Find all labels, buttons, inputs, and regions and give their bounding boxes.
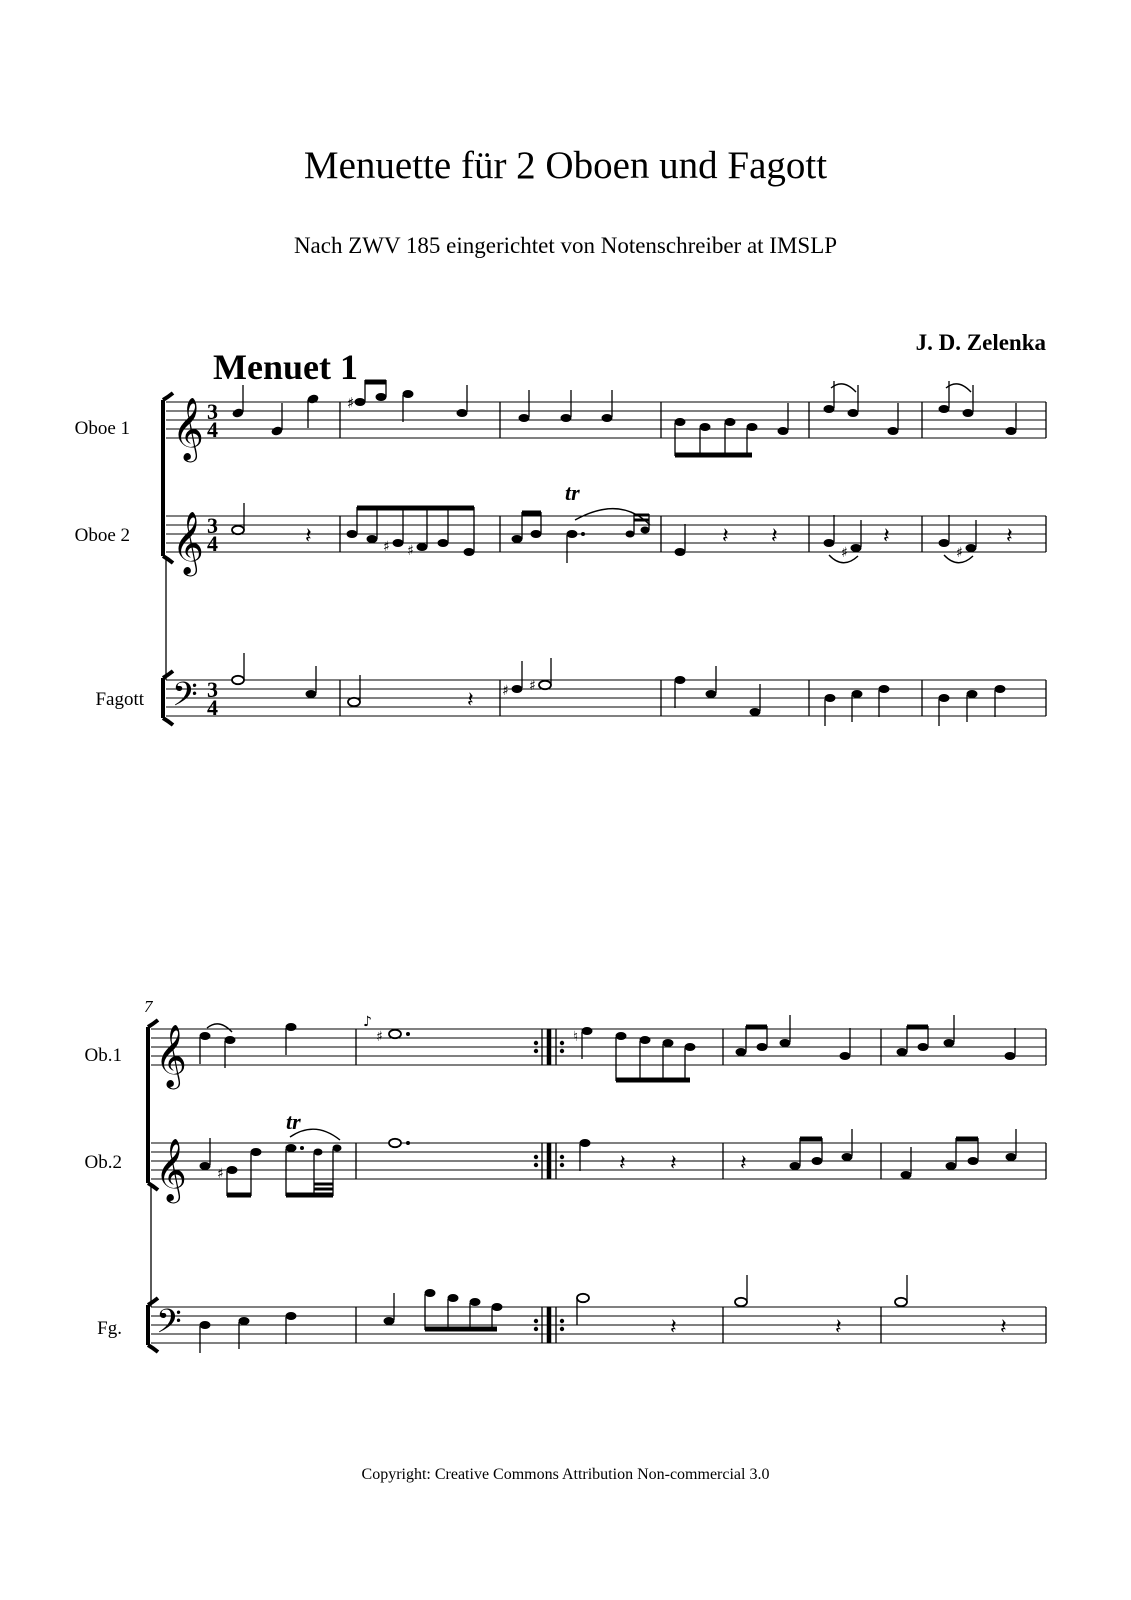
svg-text:𝄽: 𝄽 — [771, 524, 778, 549]
bass-clef-icon: 𝄢 — [156, 1303, 182, 1349]
svg-text:𝄽: 𝄽 — [305, 524, 312, 549]
staff-fg — [151, 1307, 1046, 1343]
staff-ob2 — [151, 1143, 1046, 1179]
svg-text:♪: ♪ — [363, 1014, 372, 1030]
instrument-label-fagott: Fagott — [95, 689, 144, 710]
svg-text:3: 3 — [207, 513, 218, 538]
svg-text:𝄽: 𝄽 — [883, 524, 890, 549]
svg-text:♯: ♯ — [956, 545, 963, 561]
oboe2-notes-system-1 — [232, 480, 1013, 563]
copyright-footer: Copyright: Creative Commons Attribution Non-commercial 3.0 — [361, 1466, 770, 1483]
svg-text:𝄽: 𝄽 — [835, 1315, 842, 1340]
svg-text:4: 4 — [207, 531, 218, 556]
svg-text:4: 4 — [207, 695, 218, 720]
svg-text:♯: ♯ — [841, 545, 848, 561]
instrument-label-ob1: Ob.1 — [84, 1045, 122, 1066]
svg-text:𝄽: 𝄽 — [722, 524, 729, 549]
svg-text:♮: ♮ — [573, 1029, 579, 1045]
instrument-label-ob2: Ob.2 — [84, 1152, 122, 1173]
svg-text:𝄽: 𝄽 — [670, 1151, 677, 1176]
staff-ob1 — [151, 1029, 1046, 1065]
oboe1-notes-system-1 — [231, 380, 1016, 456]
svg-text:♯: ♯ — [376, 1029, 383, 1045]
measure-number: 7 — [144, 997, 153, 1016]
svg-text:𝄽: 𝄽 — [740, 1151, 747, 1176]
score-title: Menuette für 2 Oboen und Fagott — [303, 144, 828, 187]
composer-name: J. D. Zelenka — [915, 330, 1046, 355]
barlines-system-1 — [340, 402, 1046, 716]
svg-text:♯: ♯ — [347, 394, 355, 412]
svg-text:𝄽: 𝄽 — [467, 688, 474, 713]
svg-text:𝄽: 𝄽 — [670, 1315, 677, 1340]
svg-text:𝄽: 𝄽 — [1006, 524, 1013, 549]
svg-text:3: 3 — [207, 677, 218, 702]
treble-clef-icon: 𝄞 — [172, 397, 204, 460]
trill-mark: tr — [565, 480, 580, 505]
instrument-label-oboe1: Oboe 1 — [74, 418, 130, 439]
svg-text:𝄽: 𝄽 — [1000, 1315, 1007, 1340]
svg-text:♯: ♯ — [383, 539, 390, 555]
instrument-label-fg: Fg. — [97, 1318, 122, 1339]
svg-text:♯: ♯ — [529, 678, 536, 694]
svg-text:4: 4 — [207, 417, 218, 442]
staff-oboe2 — [166, 516, 1046, 552]
treble-clef-icon: 𝄞 — [155, 1024, 187, 1087]
staff-fagott — [166, 680, 1046, 716]
score-subtitle: Nach ZWV 185 eingerichtet von Notenschreiber at IMSLP — [293, 233, 838, 258]
svg-text:𝄽: 𝄽 — [619, 1151, 626, 1176]
trill-mark: tr — [286, 1109, 301, 1134]
system-2 — [148, 1014, 1046, 1353]
svg-text:♯: ♯ — [502, 683, 509, 699]
svg-text:♯: ♯ — [407, 543, 414, 559]
movement-title: Menuet 1 — [213, 347, 358, 387]
fg-notes-system-2 — [200, 1275, 1007, 1353]
barlines-system-2 — [356, 1029, 1046, 1343]
system-1 — [163, 380, 1046, 726]
instrument-label-oboe2: Oboe 2 — [74, 525, 130, 546]
treble-clef-icon: 𝄞 — [155, 1138, 187, 1201]
svg-text:♯: ♯ — [217, 1166, 224, 1182]
bass-clef-icon: 𝄢 — [172, 676, 198, 722]
treble-clef-icon: 𝄞 — [172, 511, 204, 574]
svg-text:3: 3 — [207, 399, 218, 424]
